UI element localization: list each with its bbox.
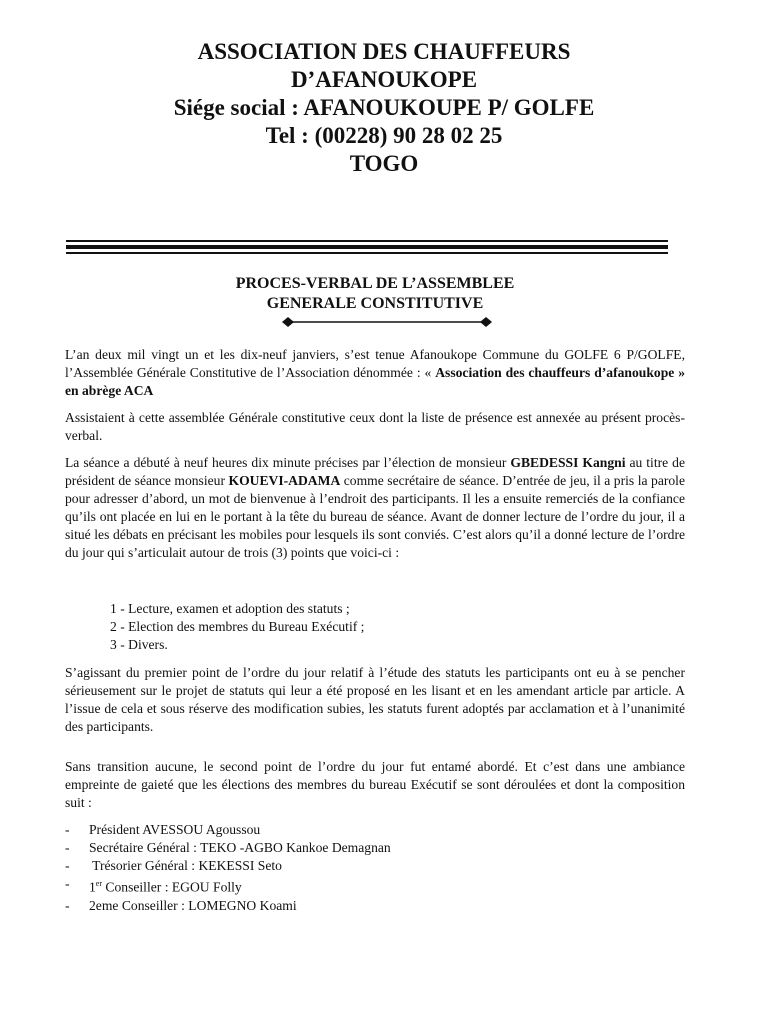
bureau-members-list: [65, 821, 391, 915]
elections-text: Sans transition aucune, le second point de l’ordre du jour fut entamé abordé. Et c’est dans une ambiance empreinte de gaieté que les élections des membres du bureau Exécutif se sont déroulées et dont la composition suit :: [65, 759, 685, 810]
divider-line: [66, 245, 668, 249]
statutes-text: S’agissant du premier point de l’ordre du jour relatif à l’étude des statuts les participants ont eu à se pencher sérieusement sur le projet de statuts qui leur a été proposé en les lisant et en les amendant article par article. A l’issue de cela et sous réserve des modification subies, les statuts furent adoptés par acclamation et à l’unanimité des participants.: [65, 665, 685, 734]
agenda-item: 2 - Election des membres du Bureau Exécutif ;: [110, 619, 365, 634]
list-bullet: -: [65, 840, 70, 855]
member-first-councillor: [89, 875, 242, 897]
councillor-text: Conseiller : EGOU Folly: [102, 879, 242, 895]
agenda-item: 3 - Divers.: [110, 637, 168, 652]
session-text: La séance a débuté à neuf heures dix minute précises par l’élection de monsieur: [65, 455, 511, 470]
session-secretary-name: KOUEVI-ADAMA: [228, 473, 341, 488]
member-president: Président AVESSOU Agoussou: [89, 822, 261, 837]
divider-line: [66, 252, 668, 254]
title-ornament: [282, 316, 492, 328]
list-bullet: -: [65, 897, 70, 913]
session-text: au titre de président de séance monsieur: [65, 455, 685, 488]
divider-line: [66, 240, 668, 242]
session-text: comme secrétaire de séance. D’entrée de jeu, il a pris la parole pour adresser d’abord, un mot de bienvenue à l’endroit des participants. Il les a ensuite remerciés de la confiance qu’ils ont placée en lui en le portant à la tête du bureau de séance. Avant de donner lecture de l’ordre du jour, il a situé les débats en précisant les mobiles pour lesquels ils sont conviés. C’est alors qu’il a donné lecture de l’ordre du jour qui s’articulait autour de trois (3) points que voici-ci :: [65, 473, 685, 560]
paragraph-opening: [65, 346, 685, 400]
member-secretary: Secrétaire Général : TEKO -AGBO Kankoe Demagnan: [89, 840, 391, 855]
phone-number: Tel : (00228) 90 28 02 25: [265, 123, 503, 148]
paragraph-attendance: [65, 409, 685, 445]
head-office: Siége social : AFANOUKOUPE P/ GOLFE: [173, 95, 595, 120]
association-name: ASSOCIATION DES CHAUFFEURS: [197, 39, 571, 64]
attendance-text: Assistaient à cette assemblée Générale constitutive ceux dont la liste de présence est annexée au présent procès-verbal.: [65, 410, 685, 443]
list-item: [65, 821, 391, 839]
agenda-list: [110, 600, 364, 654]
list-item: [65, 875, 391, 897]
agenda-item: 1 - Lecture, examen et adoption des statuts ;: [110, 601, 350, 616]
list-bullet: -: [65, 876, 70, 891]
member-second-councillor: 2eme Conseiller : LOMEGNO Koami: [89, 897, 297, 913]
association-locality: D’AFANOUKOPE: [290, 67, 478, 92]
list-item: [65, 839, 391, 857]
paragraph-session: [65, 454, 685, 562]
list-bullet: -: [65, 822, 70, 837]
ordinal-number: 1: [89, 879, 96, 895]
country: TOGO: [349, 151, 419, 176]
list-bullet: -: [65, 858, 70, 873]
member-treasurer: Trésorier Général : KEKESSI Seto: [89, 858, 282, 873]
opening-text: L’an deux mil vingt un et les dix-neuf janviers, s’est tenue Afanoukope Commune du GOLFE 6 P/GOLFE, l’Assemblée Générale Constitutive de l’Association dénommée : «: [65, 347, 685, 380]
association-header: [0, 38, 768, 178]
paragraph-elections: [65, 758, 685, 812]
paragraph-statutes: [65, 664, 685, 736]
list-item: [65, 897, 391, 915]
title-line-1: PROCES-VERBAL DE L’ASSEMBLEE: [235, 275, 515, 292]
ordinal-suffix: er: [95, 879, 103, 888]
association-designation: Association des chauffeurs d’afanoukope » en abrège ACA: [65, 365, 685, 398]
list-item: [65, 857, 391, 875]
session-president-name: GBEDESSI Kangni: [510, 455, 626, 470]
document-title: [0, 274, 750, 314]
title-line-2: GENERALE CONSTITUTIVE: [266, 295, 484, 312]
